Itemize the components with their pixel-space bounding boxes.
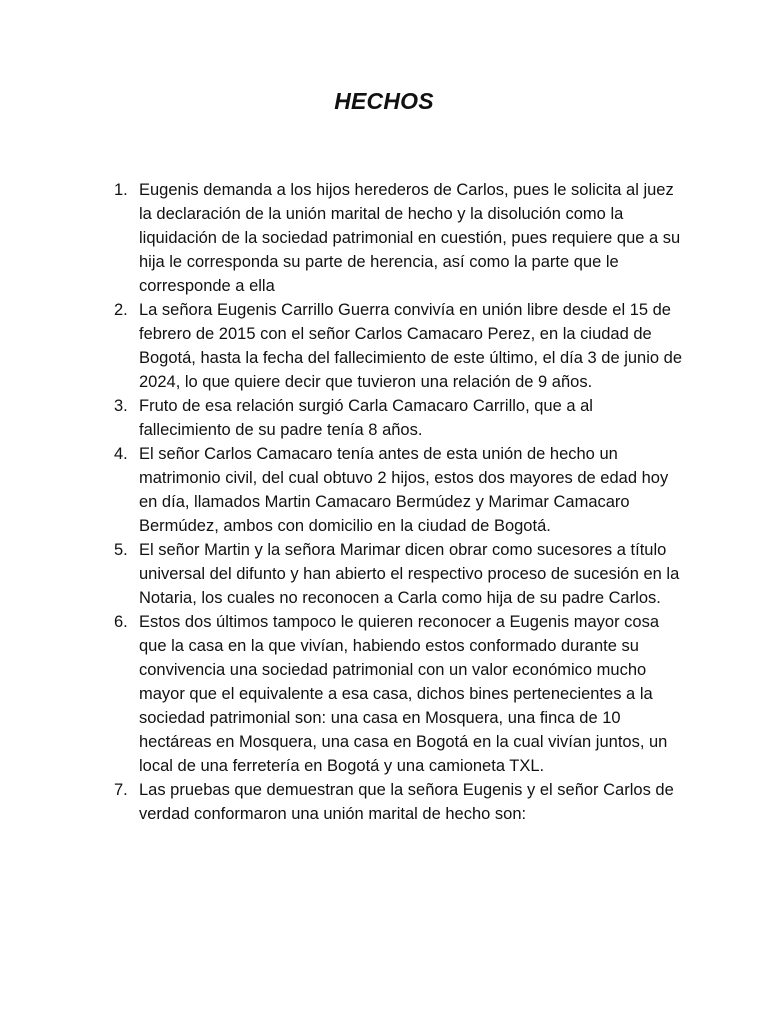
list-item-text: Eugenis demanda a los hijos herederos de Carlos, pues le solicita al juez la declaración de la unión marital de hecho y la disolución como la liquidación de la sociedad patrimonial en cuestión, pues requiere que a su hija le corresponda su parte de herencia, así como la parte que le corresponde a ella xyxy=(139,181,681,295)
list-item-number: 7. xyxy=(114,781,128,799)
list-item xyxy=(114,610,684,778)
list-item-text: La señora Eugenis Carrillo Guerra convivía en unión libre desde el 15 de febrero de 2015 con el señor Carlos Camacaro Perez, en la ciudad de Bogotá, hasta la fecha del fallecimiento de este último, el día 3 de junio de 2024, lo que quiere decir que tuvieron una relación de 9 años. xyxy=(139,301,683,391)
list-item-number: 2. xyxy=(114,301,128,319)
list-item-number: 6. xyxy=(114,613,128,631)
list-item xyxy=(114,538,684,610)
list-item-number: 4. xyxy=(114,445,128,463)
list-item xyxy=(114,394,684,442)
list-item xyxy=(114,442,684,538)
facts-list xyxy=(114,178,684,826)
list-item-text: Las pruebas que demuestran que la señora Eugenis y el señor Carlos de verdad conformaron una unión marital de hecho son: xyxy=(139,781,674,823)
list-item-text: Fruto de esa relación surgió Carla Camacaro Carrillo, que a al fallecimiento de su padre tenía 8 años. xyxy=(139,397,593,439)
list-item-number: 1. xyxy=(114,181,128,199)
document-title: HECHOS xyxy=(334,88,434,114)
list-item xyxy=(114,298,684,394)
list-item xyxy=(114,778,684,826)
list-item-text: El señor Carlos Camacaro tenía antes de esta unión de hecho un matrimonio civil, del cual obtuvo 2 hijos, estos dos mayores de edad hoy en día, llamados Martin Camacaro Bermúdez y Marimar Camacaro Bermúdez, ambos con domicilio en la ciudad de Bogotá. xyxy=(139,445,669,535)
list-item-text: Estos dos últimos tampoco le quieren reconocer a Eugenis mayor cosa que la casa en la que vivían, habiendo estos conformado durante su convivencia una sociedad patrimonial con un valor económico mucho mayor que el equivalente a esa casa, dichos bines pertenecientes a la sociedad patrimonial son: una casa en Mosquera, una finca de 10 hectáreas en Mosquera, una casa en Bogotá en la cual vivían juntos, un local de una ferretería en Bogotá y una camioneta TXL. xyxy=(139,613,668,775)
list-item-text: El señor Martin y la señora Marimar dicen obrar como sucesores a título universal del difunto y han abierto el respectivo proceso de sucesión en la Notaria, los cuales no reconocen a Carla como hija de su padre Carlos. xyxy=(139,541,680,607)
list-item-number: 3. xyxy=(114,397,128,415)
list-item-number: 5. xyxy=(114,541,128,559)
list-item xyxy=(114,178,684,298)
